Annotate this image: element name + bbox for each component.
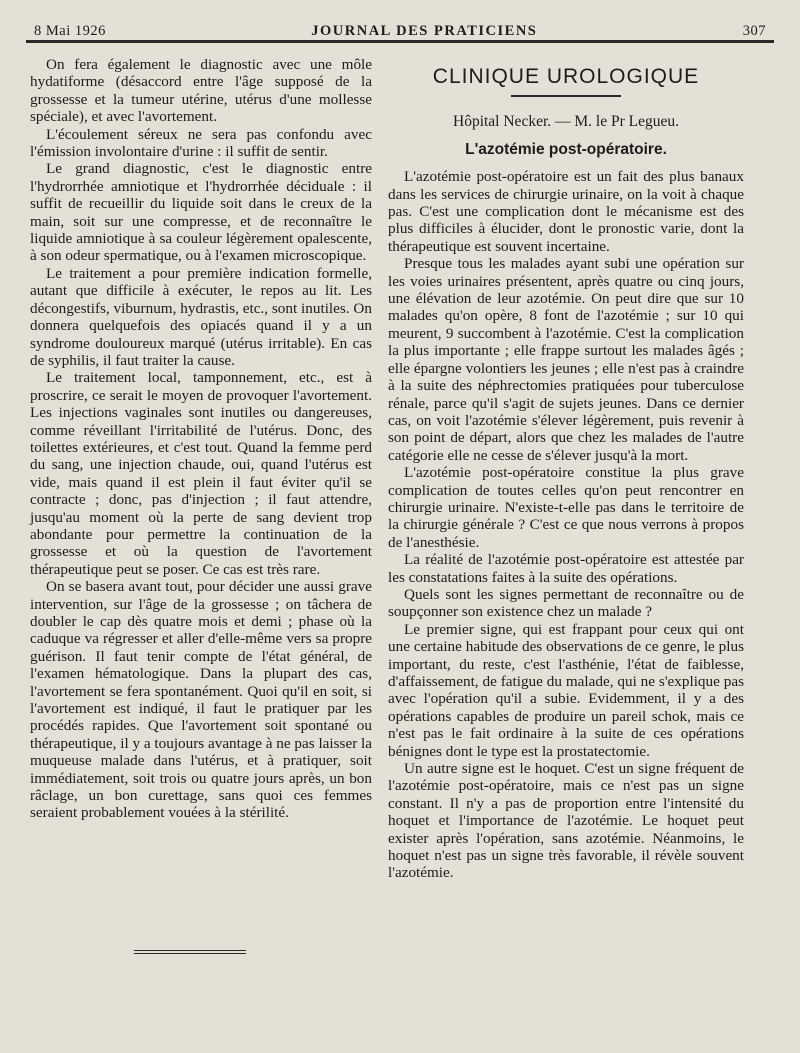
page-number: 307: [742, 23, 766, 39]
section-title-rule: [511, 95, 621, 97]
journal-title: JOURNAL DES PRATICIENS: [311, 23, 538, 39]
paragraph: L'azotémie post-opératoire constitue la plus grave complication de toutes celles qu'on peut rencontrer en chirurgie urinaire. N'existe-t-elle pas dans le territoire de la chirurgie générale ? C'est ce que nous verrons à propos de l'anesthésie.: [388, 464, 744, 551]
paragraph: Le premier signe, qui est frappant pour ceux qui ont une certaine habitude des observations de ce genre, le plus important, du reste, c'est l'asthénie, l'état de faiblesse, d'affaissement, de fatigue du malade, qui ne s'explique pas avec l'opération qu'il a subie. Evidemment, il y a des opérations capables de produire un pareil schok, mais ce n'est pas le fait ordinaire à la suite de ces opérations bénignes dont le type est la prostatectomie.: [388, 620, 744, 760]
paragraph: Le traitement a pour première indication formelle, autant que difficile à exécuter, le repos au lit. Les décongestifs, viburnum, hydrastis, etc., sont inutiles. On donnera quelquefois des opiacés quand il y a un syndrome douloureux marqué (utérus irritable). En cas de syphilis, il faut traiter la cause.: [30, 264, 372, 369]
paragraph: Le grand diagnostic, c'est le diagnostic entre l'hydrorrhée amniotique et l'hydrorrhée déciduale : il suffit de recueillir du liquide soit dans le creux de la main, soit sur une compresse, et de reconnaître le liquide amniotique à sa couleur légèrement opalescente, à son odeur spermatique, ou à l'examen microscopique.: [30, 160, 372, 265]
paragraph: La réalité de l'azotémie post-opératoire est attestée par les constatations faites à la suite des opérations.: [388, 551, 744, 586]
paragraph: On fera également le diagnostic avec une môle hydatiforme (désaccord entre l'âge supposé de la grossesse et la tumeur utérine, utérus d'une mollesse spéciale), et avec l'avortement.: [30, 56, 372, 126]
issue-date: 8 Mai 1926: [34, 23, 106, 39]
article-title: L'azotémie post-opératoire.: [465, 140, 667, 158]
paragraph: Quels sont les signes permettant de reconnaître ou de soupçonner son existence chez un malade ?: [388, 585, 744, 621]
left-column: [30, 56, 372, 822]
paragraph: On se basera avant tout, pour décider une aussi grave intervention, sur l'âge de la grossesse ; on tâchera de doubler le cap dès quatre mois et demi ; phase où la caduque va régresser et aller d'elle-même vers sa propre guérison. Il faut tenir compte de l'état général, de l'examen hématologique. Dans la plupart des cas, l'avortement se fera spontanément. Quoi qu'il en soit, si l'avortement est indiqué, il faut le pratiquer par les procédés rapides. Que l'avortement soit spontané ou thérapeutique, il y a toujours avantage à ne pas laisser la muqueuse malade dans l'utérus, et à pratiquer, soit immédiatement, soit trois ou quatre jours après, un bon râclage, un bon curettage, sans quoi ces femmes seraient probablement vouées à la stérilité.: [30, 578, 373, 822]
paragraph: Le traitement local, tamponnement, etc., est à proscrire, ce serait le moyen de provoquer l'avortement. Les injections vaginales sont inutiles ou dangereuses, comme réveillant l'irritabilité de l'utérus. Donc, des toilettes extérieures, et c'est tout. Quand la femme perd du sang, une injection chaude, oui, quand l'utérus est vide, mais quand il est plein il faut éviter qu'il se contracte ; donc, pas d'injection ; il faut attendre, jusqu'au moment où la perte de sang devient trop abondante pour permettre la continuation de la grossesse et où la question de l'avortement thérapeutique peut se poser. Ce cas est très rare.: [30, 369, 372, 578]
paragraph: Un autre signe est le hoquet. C'est un signe fréquent de l'azotémie post-opératoire, mais ce n'est pas un signe constant. Il n'y a pas de proportion entre l'intensité du hoquet et l'importance de l'azotémie. Le hoquet peut exister après l'opération, sans azotémie. Néanmoins, le hoquet n'est pas un signe très favorable, il révèle souvent l'azotémie.: [388, 760, 744, 882]
section-title: CLINIQUE UROLOGIQUE: [432, 65, 700, 88]
paragraph: L'azotémie post-opératoire est un fait des plus banaux dans les services de chirurgie urinaire, on la voit à chaque pas. C'est une complication dont le mécanisme est des plus difficiles à élucider, dont le pronostic varie, dont la thérapeutique est souvent incertaine.: [388, 168, 744, 255]
paragraph: L'écoulement séreux ne sera pas confondu avec l'émission involontaire d'urine : il suffit de sentir.: [30, 125, 372, 161]
article-end-rule: [134, 950, 246, 954]
header-rule: [26, 40, 774, 43]
right-column: [388, 56, 744, 882]
paragraph: Presque tous les malades ayant subi une opération sur les voies urinaires présentent, après quatre ou cinq jours, une élévation de leur azotémie. On peut dire que sur 10 malades qu'on opère, 8 font de l'azotémie ; sur 10 qui meurent, 9 succombent à l'azotémie. C'est la complication la plus importante ; elle frappe surtout les malades âgés ; elle épargne volontiers les jeunes ; elle n'est pas à craindre à la suite des néphrectomies pratiquées pour tuberculose rénale, parce qu'il s'agit de sujets jeunes. Dans ce dernier cas, on voit l'azotémie s'élever légèrement, puis revenir à son point de départ, alors que chez les malades de l'autre catégorie elle ne cesse de s'élever jusqu'à la mort.: [388, 255, 744, 464]
running-header: [34, 14, 766, 40]
hospital-line: Hôpital Necker. — M. le Pr Legueu.: [453, 113, 679, 131]
